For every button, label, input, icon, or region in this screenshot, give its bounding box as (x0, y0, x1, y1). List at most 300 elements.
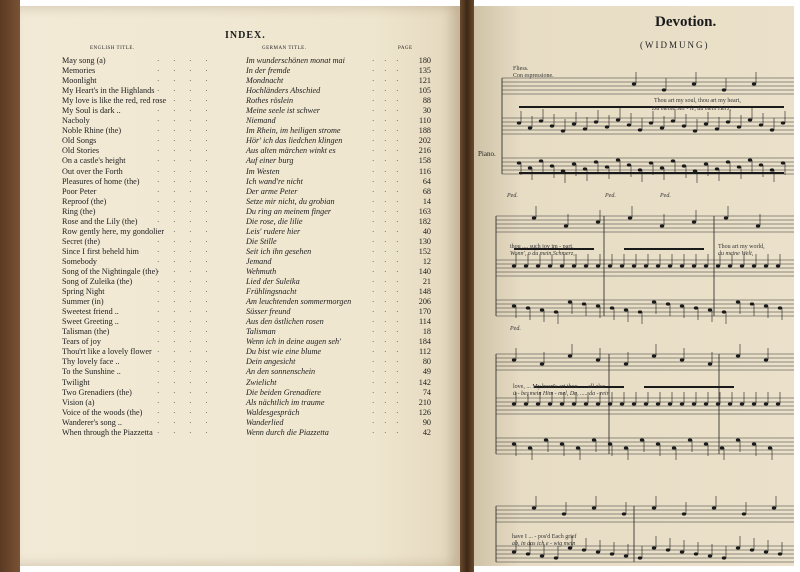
note-head (649, 161, 653, 164)
page-number: 30 (422, 106, 431, 116)
page-number: 148 (418, 287, 431, 297)
note-head (644, 402, 648, 405)
english-title: Talisman (the) (62, 327, 110, 337)
page-number: 188 (418, 126, 431, 136)
note-head (539, 159, 543, 162)
note-head (624, 362, 628, 365)
leader-dots: · · · · (157, 197, 214, 206)
leader-dots: · · · · (157, 428, 214, 437)
note-head (759, 123, 763, 126)
note-beam (644, 386, 734, 388)
leader-dots: · · · · (157, 57, 214, 65)
leader-dots: · · · (372, 187, 403, 196)
pedal-mark: Ped. (660, 193, 671, 199)
note-head (666, 548, 670, 551)
note-head (672, 446, 676, 449)
english-title: Twilight (62, 377, 90, 387)
page-number: 105 (418, 86, 431, 96)
note-head (728, 264, 732, 267)
note-head (596, 304, 600, 307)
lyric-line: Wonn', o du mein Schmerz, (510, 251, 575, 257)
page-number: 21 (422, 277, 431, 287)
note-head (680, 304, 684, 307)
note-head (584, 402, 588, 405)
note-head (660, 166, 664, 169)
leader-dots: · · · (372, 358, 403, 367)
english-title: Ring (the) (62, 206, 96, 216)
index-row (62, 156, 452, 166)
note-head (624, 554, 628, 557)
note-head (596, 402, 600, 405)
leader-dots: · · · · (157, 77, 214, 86)
page-number: 184 (418, 337, 431, 347)
german-title: Am leuchtenden sommermorgen (246, 297, 352, 307)
leader-dots: · · · · (157, 278, 214, 287)
note-head (582, 302, 586, 305)
leader-dots: · · · (372, 308, 403, 317)
german-title: An den sonnenschein (246, 367, 316, 377)
tempo-marking (513, 66, 554, 80)
note-head (576, 446, 580, 449)
index-row (62, 307, 452, 317)
leader-dots: · · · · (157, 418, 214, 427)
leader-dots: · · · (372, 398, 403, 407)
note-head (512, 358, 516, 361)
note-head (572, 264, 576, 267)
note-head (656, 442, 660, 445)
leader-dots: · · · (372, 167, 403, 176)
leader-dots: · · · (372, 147, 403, 156)
leader-dots: · · · · (157, 177, 214, 186)
german-title: Setze mir nicht, du grobian (246, 196, 335, 206)
note-head (512, 304, 516, 307)
leader-dots: · · · · (157, 388, 214, 397)
note-head (627, 123, 631, 126)
german-title: Talisman (246, 327, 276, 337)
note-head (726, 120, 730, 123)
index-row (62, 116, 452, 126)
note-head (583, 167, 587, 170)
german-title: Wenn durch die Piazzetta (246, 427, 329, 437)
english-title: Song of the Nightingale (the) (62, 266, 158, 276)
note-head (671, 159, 675, 162)
index-row (62, 217, 452, 227)
note-head (671, 119, 675, 122)
page-number: 135 (418, 66, 431, 76)
english-title: Vision (a) (62, 397, 95, 407)
note-head (715, 127, 719, 130)
index-row (62, 418, 452, 428)
note-head (627, 163, 631, 166)
index-row (62, 237, 452, 247)
german-title: Rothes röslein (246, 96, 294, 106)
note-head (742, 512, 746, 515)
german-title: Zwielicht (246, 377, 277, 387)
german-title: Hör' ich das liedchen klingen (246, 136, 343, 146)
german-title: Mondnacht (246, 76, 284, 86)
leader-dots: · · · (372, 288, 403, 297)
german-title: Aus den östlichen rosen (246, 317, 324, 327)
page-number: 110 (419, 116, 431, 126)
note-head (704, 264, 708, 267)
english-title: On a castle's height (62, 156, 126, 166)
page-number: 49 (422, 367, 431, 377)
note-head (722, 88, 726, 91)
index-rows (62, 56, 452, 438)
note-head (536, 402, 540, 405)
tempo-line: Con espressione. (513, 73, 554, 79)
leader-dots: · · · (372, 418, 403, 427)
leader-dots: · · · (372, 348, 403, 357)
note-head (616, 158, 620, 161)
lyric-line: ü - be, mein Him - mel, Du, ..... da - rein (513, 391, 610, 397)
note-head (704, 402, 708, 405)
music-staff (496, 438, 794, 454)
leader-dots: · · · (372, 97, 403, 106)
german-title: Niemand (246, 116, 276, 126)
lyric-line: have I ... - pos'd Each grief (512, 534, 577, 540)
note-head (688, 438, 692, 441)
note-head (582, 548, 586, 551)
german-title: Du bist wie eine blume (246, 347, 322, 357)
book-gutter (460, 0, 474, 572)
leader-dots: · · · (372, 227, 403, 236)
note-head (644, 264, 648, 267)
leader-dots: · · · · (157, 97, 214, 106)
index-row (62, 207, 452, 217)
note-head (752, 402, 756, 405)
leader-dots: · · · (372, 197, 403, 206)
note-head (750, 302, 754, 305)
index-row (62, 227, 452, 237)
leader-dots: · · · · (157, 207, 214, 216)
german-title: Im Westen (246, 166, 280, 176)
note-head (682, 512, 686, 515)
note-head (736, 438, 740, 441)
note-head (608, 402, 612, 405)
note-head (726, 160, 730, 163)
note-head (728, 402, 732, 405)
german-title: Der arme Peter (246, 186, 298, 196)
leader-dots: · · · · (157, 308, 214, 317)
page-number: 88 (422, 96, 431, 106)
german-title: Waldesgespräch (246, 407, 300, 417)
leader-dots: · · · (372, 107, 403, 116)
german-title: Frühlingsnacht (246, 287, 297, 297)
leader-dots: · · · · (157, 127, 214, 136)
note-head (624, 308, 628, 311)
note-head (554, 310, 558, 313)
note-head (517, 121, 521, 124)
tempo-line: Fliess. (513, 66, 529, 72)
music-staff (496, 300, 794, 316)
note-head (764, 402, 768, 405)
note-head (680, 358, 684, 361)
column-header-german: GERMAN TITLE. (262, 46, 307, 51)
note-head (737, 165, 741, 168)
note-head (708, 308, 712, 311)
note-head (560, 402, 564, 405)
english-title: Row gently here, my gondolier (62, 226, 165, 236)
note-head (781, 121, 785, 124)
german-title: Dein angesicht (246, 357, 296, 367)
note-head (638, 310, 642, 313)
english-title: Nacboly (62, 116, 90, 126)
lyric-line: Thou art my world, (718, 244, 765, 250)
scan-border (794, 0, 800, 572)
page-number: 163 (418, 206, 431, 216)
note-head (660, 224, 664, 227)
note-head (528, 446, 532, 449)
leader-dots: · · · (372, 257, 403, 266)
index-row (62, 76, 452, 86)
music-staff (496, 354, 794, 370)
english-title: Spring Night (62, 287, 105, 297)
note-head (682, 164, 686, 167)
index-row (62, 177, 452, 187)
leader-dots: · · · (372, 318, 403, 327)
note-head (605, 165, 609, 168)
score-subtitle: (WIDMUNG) (640, 40, 710, 50)
leader-dots: · · · (372, 237, 403, 246)
english-title: Tears of joy (62, 337, 101, 347)
page-number: 14 (422, 196, 431, 206)
german-title: Im Rhein, im heiligen strome (246, 126, 341, 136)
note-head (536, 264, 540, 267)
leader-dots: · · · (372, 267, 403, 276)
note-head (526, 306, 530, 309)
note-head (550, 124, 554, 127)
leader-dots: · · · (372, 137, 403, 146)
note-head (694, 306, 698, 309)
note-head (693, 129, 697, 132)
note-head (656, 402, 660, 405)
leader-dots: · · · · (157, 338, 214, 347)
german-title: Hochländers Abschied (246, 86, 321, 96)
leader-dots: · · · · (157, 187, 214, 196)
note-head (712, 506, 716, 509)
note-head (632, 264, 636, 267)
note-head (524, 264, 528, 267)
lyric-line: Thou art my soul, thou art my heart, (654, 98, 741, 104)
note-head (512, 264, 516, 267)
note-head (583, 127, 587, 130)
note-head (561, 129, 565, 132)
note-head (692, 402, 696, 405)
leader-dots: · · · · (157, 117, 214, 126)
german-title: Ich wand're nicht (246, 176, 303, 186)
page-number: 158 (418, 156, 431, 166)
music-staff (496, 546, 794, 562)
page-number: 126 (418, 407, 431, 417)
note-head (640, 438, 644, 441)
leader-dots: · · · (372, 338, 403, 347)
page-number: 40 (422, 226, 431, 236)
note-head (770, 128, 774, 131)
note-head (662, 88, 666, 91)
german-title: Die rose, die lilie (246, 216, 303, 226)
note-head (740, 402, 744, 405)
note-head (616, 118, 620, 121)
page-number: 80 (422, 357, 431, 367)
leader-dots: · · · (372, 408, 403, 417)
note-head (759, 163, 763, 166)
lyric-line: love, ... My heart's art thou ..... all else (513, 384, 605, 390)
pedal-mark: Ped. (605, 193, 616, 199)
note-head (722, 556, 726, 559)
german-title: Jemand (246, 256, 272, 266)
note-beam (624, 248, 704, 250)
index-row (62, 327, 452, 337)
english-title: Moonlight (62, 76, 97, 86)
german-title: Lied der Suleika (246, 277, 300, 287)
note-head (764, 304, 768, 307)
music-staff (496, 216, 794, 232)
index-row (62, 86, 452, 96)
english-title: Poor Peter (62, 186, 97, 196)
note-head (554, 556, 558, 559)
english-title: Two Grenadiers (the) (62, 387, 132, 397)
note-head (596, 264, 600, 267)
note-head (540, 362, 544, 365)
note-beam (519, 172, 784, 174)
note-head (560, 264, 564, 267)
page-number: 121 (418, 76, 431, 86)
leader-dots: · · · · (157, 147, 214, 156)
note-head (692, 264, 696, 267)
column-header-page: PAGE (398, 46, 413, 51)
page-number: 202 (418, 136, 431, 146)
index-row (62, 106, 452, 116)
note-head (682, 124, 686, 127)
note-head (592, 506, 596, 509)
leader-dots: · · · (372, 378, 403, 387)
german-title: Du ring an meinem finger (246, 206, 332, 216)
note-head (539, 119, 543, 122)
note-head (680, 402, 684, 405)
note-head (532, 216, 536, 219)
leader-dots: · · · · (157, 137, 214, 146)
index-row (62, 66, 452, 76)
note-head (540, 554, 544, 557)
note-head (592, 438, 596, 441)
note-head (736, 300, 740, 303)
note-head (704, 442, 708, 445)
note-head (720, 446, 724, 449)
index-row (62, 287, 452, 297)
english-title: Old Stories (62, 146, 100, 156)
leader-dots: · · · (372, 298, 403, 307)
note-head (781, 161, 785, 164)
note-head (778, 306, 782, 309)
english-title: Summer (in) (62, 297, 104, 307)
note-head (638, 168, 642, 171)
note-head (764, 358, 768, 361)
note-head (692, 82, 696, 85)
page-number: 68 (422, 186, 431, 196)
index-row (62, 277, 452, 287)
note-head (750, 548, 754, 551)
page-number: 18 (422, 327, 431, 337)
leader-dots: · · · · (157, 348, 214, 357)
note-head (528, 166, 532, 169)
index-row (62, 96, 452, 106)
english-title: Memories (62, 66, 96, 76)
leader-dots: · · · · (157, 267, 214, 276)
note-head (666, 302, 670, 305)
leader-dots: · · · · (157, 368, 214, 377)
german-title: Die beiden Grenadiere (246, 387, 321, 397)
english-title: Voice of the woods (the) (62, 407, 143, 417)
index-row (62, 136, 452, 146)
english-title: Old Songs (62, 136, 97, 146)
leader-dots: · · · (372, 278, 403, 287)
page-number: 112 (419, 347, 431, 357)
note-head (548, 402, 552, 405)
note-head (572, 402, 576, 405)
english-title: My love is like the red, red rose (62, 96, 167, 106)
english-title: Rose and the Lily (the) (62, 216, 138, 226)
leader-dots: · · · · (157, 378, 214, 387)
note-head (736, 546, 740, 549)
note-head (724, 216, 728, 219)
note-head (694, 552, 698, 555)
german-title: In der fremde (246, 66, 291, 76)
note-head (668, 264, 672, 267)
note-head (716, 402, 720, 405)
note-head (524, 402, 528, 405)
page-number: 142 (418, 377, 431, 387)
leader-dots: · · · · (157, 217, 214, 226)
note-head (620, 264, 624, 267)
note-head (652, 546, 656, 549)
lyric-line: Du meine See - le, du mein Herz, (652, 106, 732, 112)
leader-dots: · · · (372, 157, 403, 166)
page-number: 42 (422, 427, 431, 437)
page-number: 140 (418, 266, 431, 276)
page-number: 114 (419, 317, 431, 327)
note-head (584, 264, 588, 267)
note-head (772, 506, 776, 509)
german-title: Im wunderschönen monat mai (246, 56, 345, 65)
leader-dots: · · · · (157, 328, 214, 337)
index-row (62, 146, 452, 156)
index-row (62, 317, 452, 327)
note-head (562, 512, 566, 515)
note-head (550, 164, 554, 167)
page-number: 12 (422, 256, 431, 266)
music-staff (496, 260, 794, 276)
leader-dots: · · · · (157, 237, 214, 246)
german-title: Wanderlied (246, 417, 284, 427)
leader-dots: · · · (372, 247, 403, 256)
german-title: Leis' rudere hier (246, 226, 301, 236)
index-row (62, 408, 452, 418)
note-head (752, 442, 756, 445)
page-number: 210 (418, 397, 431, 407)
note-head (649, 121, 653, 124)
note-head (512, 442, 516, 445)
note-head (708, 362, 712, 365)
note-head (704, 162, 708, 165)
page-number: 152 (418, 246, 431, 256)
index-row (62, 357, 452, 367)
index-row (62, 56, 452, 66)
english-title: My Soul is dark .. (62, 106, 121, 116)
music-staff (496, 398, 794, 414)
page-number: 74 (422, 387, 431, 397)
leader-dots: · · · · (157, 298, 214, 307)
